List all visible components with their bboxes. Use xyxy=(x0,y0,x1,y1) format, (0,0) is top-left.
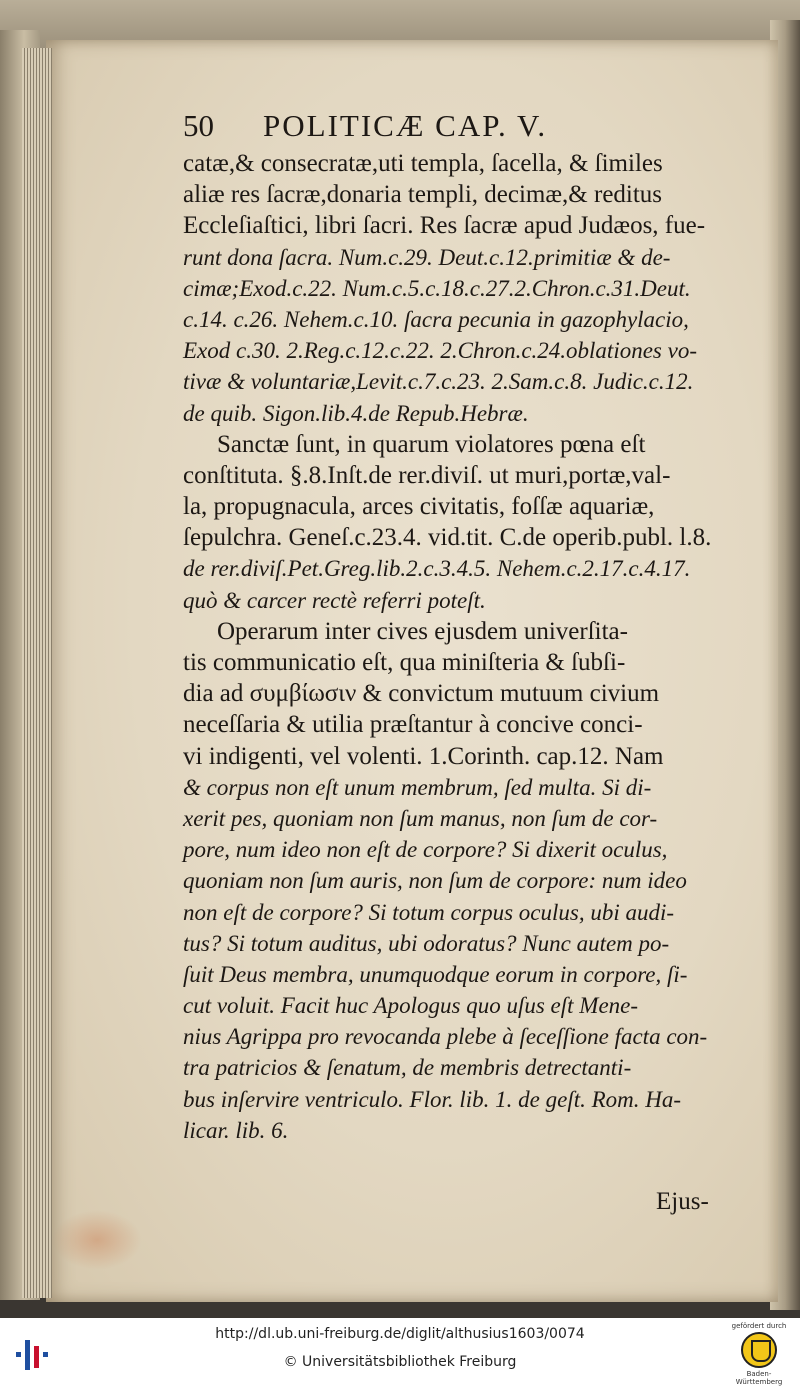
page-header xyxy=(183,108,743,148)
text-line: quoniam non ſum auris, non ſum de corpore: num ideo xyxy=(183,868,687,894)
text-line: runt dona ſacra. Num.c.29. Deut.c.12.primitiæ & de- xyxy=(183,244,671,270)
running-head: POLITICÆ CAP. V. xyxy=(263,108,548,143)
text-line: non eſt de corpore? Si totum corpus oculus, ubi audi- xyxy=(183,899,675,925)
page-number: 50 xyxy=(183,108,214,143)
page-edges xyxy=(22,48,52,1298)
text-line: tivæ & voluntariæ,Levit.c.7.c.23. 2.Sam.c.8. Judic.c.12. xyxy=(183,369,694,395)
text-line: aliæ res ſacræ,donaria templi, decimæ,& reditus xyxy=(183,181,663,209)
text-line: ſepulchra. Geneſ.c.23.4. vid.tit. C.de operib.publ. l.8. xyxy=(183,524,712,552)
text-line: tus? Si totum auditus, ubi odoratus? Nunc autem po- xyxy=(183,930,670,956)
text-line: c.14. c.26. Nehem.c.10. ſacra pecunia in gazophylacio, xyxy=(183,306,689,332)
text-line: de quib. Sigon.lib.4.de Repub.Hebræ. xyxy=(183,400,529,426)
text-line: Operarum inter cives ejusdem univerſita- xyxy=(217,617,628,645)
text-line: cimæ;Exod.c.22. Num.c.5.c.18.c.27.2.Chron.c.31.Deut. xyxy=(183,275,691,301)
sponsor-badge xyxy=(728,1322,790,1384)
text-line: bus inſervire ventriculo. Flor. lib. 1. de geſt. Rom. Ha- xyxy=(183,1086,682,1112)
text-line: catæ,& consecratæ,uti templa, ſacella, & ſimiles xyxy=(183,150,663,177)
text-line: tis communicatio eſt, qua miniſteria & ſubſi- xyxy=(183,649,626,676)
paper-stain xyxy=(52,1210,142,1270)
text-line: quò & carcer rectè referri poteſt. xyxy=(183,587,486,613)
page-text xyxy=(183,108,743,1146)
text-line: tra patricios & ſenatum, de membris detrectanti- xyxy=(183,1055,632,1081)
permalink-url[interactable]: http://dl.ub.uni-freiburg.de/diglit/althusius1603/0074 xyxy=(215,1326,585,1342)
sponsor-caption: gefördert durch xyxy=(731,1322,787,1330)
text-line: dia ad συμβίωσιν & convictum mutuum civium xyxy=(183,680,660,708)
state-crest-icon xyxy=(741,1332,777,1368)
text-line: Sanctæ ſunt, in quarum violatores pœna eſt xyxy=(217,430,646,458)
text-line: neceſſaria & utilia præſtantur à concive conci- xyxy=(183,711,643,739)
text-line: la, propugnacula, arces civitatis, foſſæ aquariæ, xyxy=(183,493,655,521)
text-line: pore, num ideo non eſt de corpore? Si dixerit oculus, xyxy=(183,837,668,863)
text-line: vi indigenti, vel volenti. 1.Corinth. cap.12. Nam xyxy=(183,742,664,770)
text-line: & corpus non eſt unum membrum, ſed multa. Si di- xyxy=(183,774,652,800)
copyright-notice: © Universitätsbibliothek Freiburg xyxy=(283,1354,517,1370)
viewer-footer xyxy=(0,1318,800,1386)
text-line: Eccleſiaſtici, libri ſacri. Res ſacræ apud Judæos, fue- xyxy=(183,212,706,240)
text-line: nius Agrippa pro revocanda plebe à ſeceſſione facta con- xyxy=(183,1024,708,1050)
text-line: xerit pes, quoniam non ſum manus, non ſum de cor- xyxy=(183,805,658,831)
text-line: ſuit Deus membra, unumquodque eorum in corpore, ſi- xyxy=(183,961,688,987)
text-line: cut voluit. Facit huc Apologus quo uſus eſt Mene- xyxy=(183,993,639,1019)
text-line: Exod c.30. 2.Reg.c.12.c.22. 2.Chron.c.24.oblationes vo- xyxy=(183,338,697,364)
text-line: conſtituta. §.8.Inſt.de rer.diviſ. ut muri,portæ,val- xyxy=(183,461,671,489)
text-lines xyxy=(183,148,743,1146)
text-line: licar. lib. 6. xyxy=(183,1117,289,1143)
catchword: Ejus- xyxy=(656,1188,709,1215)
sponsor-name: Baden-Württemberg xyxy=(735,1370,783,1386)
text-line: de rer.diviſ.Pet.Greg.lib.2.c.3.4.5. Nehem.c.2.17.c.4.17. xyxy=(183,556,691,582)
